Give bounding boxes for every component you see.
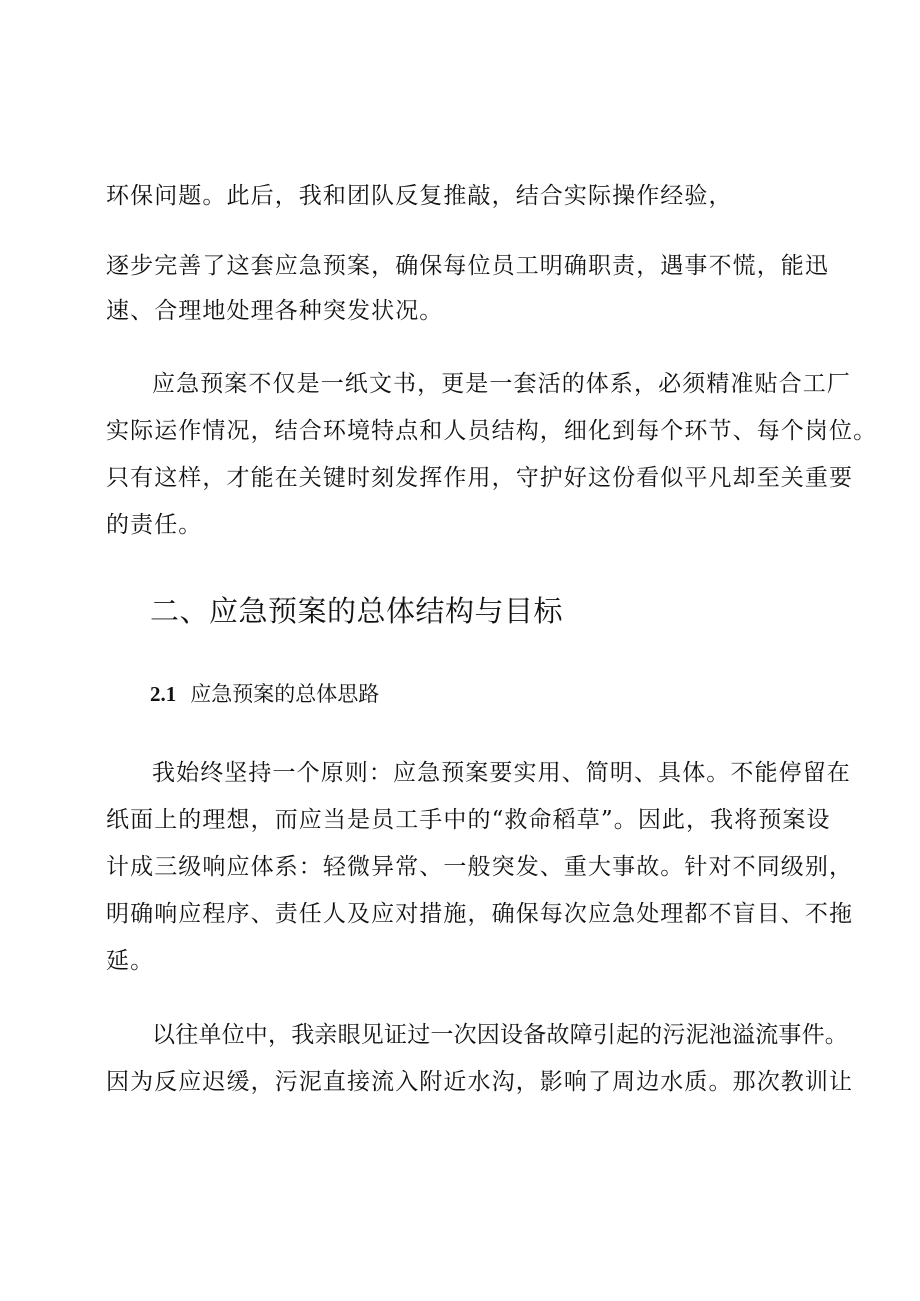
text-line: 明确响应程序、责任人及应对措施，确保每次应急处理都不盲目、不拖: [106, 901, 854, 927]
text-line: 只有这样，才能在关键时刻发挥作用，守护好这份看似平凡却至关重要: [106, 465, 854, 491]
text-line: 纸面上的理想，而应当是员工手中的“救命稻草”。因此，我将预案设: [106, 807, 831, 833]
text-line: 环保问题。此后，我和团队反复推敲，结合实际操作经验，: [106, 183, 733, 209]
text-line: 以往单位中，我亲眼见证过一次因设备故障引起的污泥池溢流事件。: [152, 1022, 848, 1048]
text-line: 速、合理地处理各种突发状况。: [106, 298, 444, 324]
text-line: 我始终坚持一个原则：应急预案要实用、简明、具体。不能停留在: [152, 760, 851, 786]
text-line: 因为反应迟缓，污泥直接流入附近水沟，影响了周边水质。那次教训让: [106, 1069, 854, 1095]
subsection-title: 应急预案的总体思路: [190, 682, 380, 706]
section-heading: 二、应急预案的总体结构与目标: [150, 594, 564, 628]
subsection-heading: [150, 678, 379, 710]
subsection-number: 2.1: [150, 682, 177, 706]
text-line: 应急预案不仅是一纸文书，更是一套活的体系，必须精准贴合工厂: [152, 371, 851, 397]
text-line: 的责任。: [106, 512, 203, 538]
text-line: 延。: [106, 948, 155, 974]
text-line: 实际运作情况，结合环境特点和人员结构，细化到每个环节、每个岗位。: [106, 418, 878, 444]
text-line: 计成三级响应体系：轻微异常、一般突发、重大事故。针对不同级别，: [106, 854, 854, 880]
text-line: 逐步完善了这套应急预案，确保每位员工明确职责，遇事不慌，能迅: [106, 253, 829, 279]
